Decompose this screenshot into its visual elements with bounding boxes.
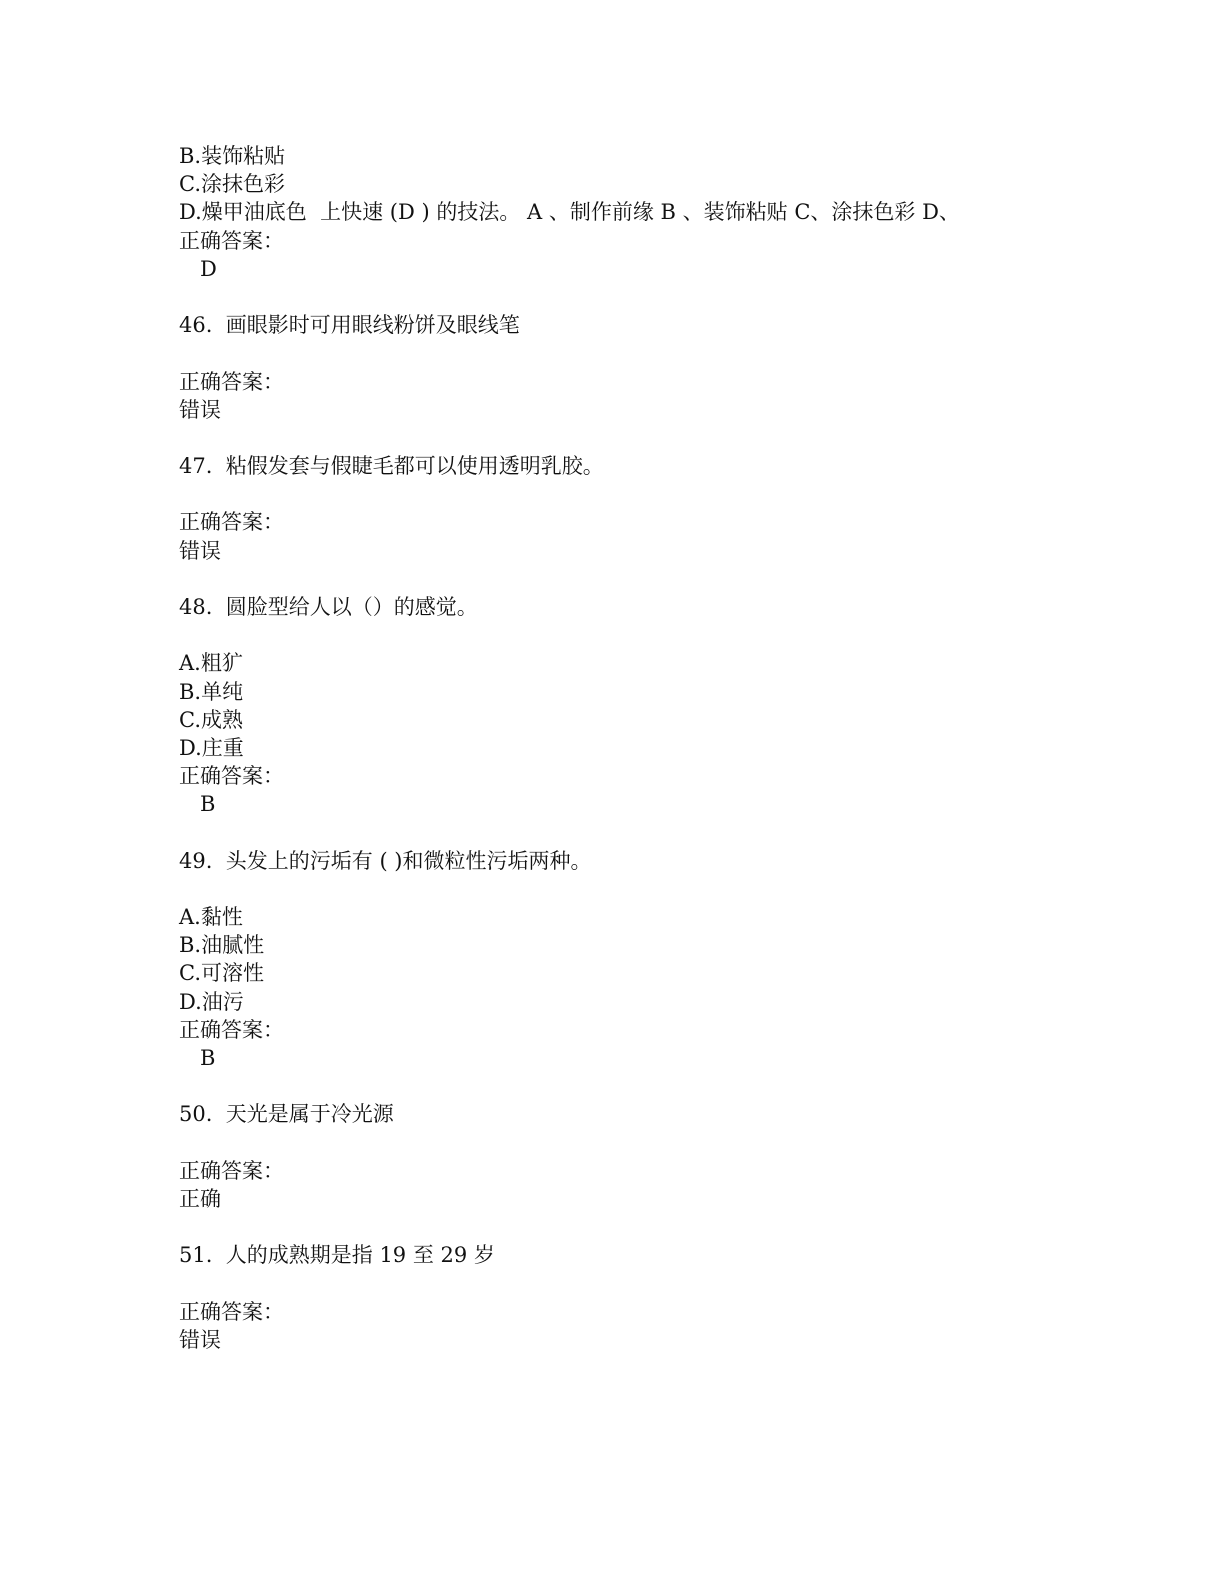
answer-value: D bbox=[200, 256, 217, 281]
option-a: A.粗犷 bbox=[179, 651, 243, 676]
question-text: 画眼影时可用眼线粉饼及眼线笔 bbox=[225, 313, 520, 338]
option-c: C.可溶性 bbox=[179, 961, 264, 986]
question-49 bbox=[179, 847, 1059, 1073]
answer-value: 错误 bbox=[179, 397, 221, 422]
answer-label: 正确答案： bbox=[179, 1017, 284, 1042]
question-stem bbox=[179, 452, 1059, 480]
answer-value: 正确 bbox=[179, 1186, 221, 1211]
question-number: 51. bbox=[179, 1243, 213, 1268]
question-46 bbox=[179, 311, 1059, 424]
answer-value: B bbox=[200, 1046, 216, 1070]
answer-label: 正确答案： bbox=[179, 369, 284, 394]
question-stem bbox=[179, 311, 1059, 339]
question-stem bbox=[179, 1100, 1059, 1128]
question-stem bbox=[179, 847, 1059, 875]
answer-label: 正确答案： bbox=[179, 764, 284, 789]
option-b: B.装饰粘贴 bbox=[179, 144, 286, 168]
question-51 bbox=[179, 1241, 1059, 1354]
option-d: D.庄重 bbox=[179, 735, 244, 760]
question-number: 49. bbox=[179, 848, 213, 873]
option-b: B.油腻性 bbox=[179, 933, 265, 958]
question-48 bbox=[179, 593, 1059, 819]
answer-label: 正确答案： bbox=[179, 228, 284, 253]
question-number: 50. bbox=[179, 1102, 213, 1127]
option-c: C.成熟 bbox=[179, 707, 243, 732]
answer-value: 错误 bbox=[179, 538, 221, 563]
answer-label: 正确答案： bbox=[179, 510, 284, 535]
question-text: 天光是属于冷光源 bbox=[225, 1102, 394, 1127]
answer-label: 正确答案： bbox=[179, 1299, 284, 1324]
question-number: 46. bbox=[179, 313, 213, 338]
option-c: C.涂抹色彩 bbox=[179, 172, 285, 197]
question-text: 人的成熟期是指 19 至 29 岁 bbox=[225, 1243, 495, 1268]
question-stem bbox=[179, 1241, 1059, 1269]
answer-value: 错误 bbox=[179, 1327, 221, 1352]
document-page bbox=[179, 142, 1059, 1354]
question-50 bbox=[179, 1100, 1059, 1213]
option-d: D.燥甲油底色 上快速 (D ) 的技法。 A 、制作前缘 B 、装饰粘贴 C、涂抹色彩 D、 bbox=[179, 200, 960, 225]
answer-value: B bbox=[200, 792, 216, 817]
question-text: 粘假发套与假睫毛都可以使用透明乳胶。 bbox=[225, 454, 604, 479]
question-number: 48. bbox=[179, 595, 213, 619]
question-text: 圆脸型给人以（）的感觉。 bbox=[225, 595, 478, 619]
question-47 bbox=[179, 452, 1059, 565]
question-number: 47. bbox=[179, 454, 213, 479]
question-text: 头发上的污垢有 ( )和微粒性污垢两种。 bbox=[225, 848, 592, 873]
option-b: B.单纯 bbox=[179, 679, 244, 704]
question-45-tail bbox=[179, 142, 1059, 283]
question-stem bbox=[179, 593, 1059, 621]
option-a: A.黏性 bbox=[179, 905, 243, 930]
answer-label: 正确答案： bbox=[179, 1158, 284, 1183]
option-d: D.油污 bbox=[179, 989, 244, 1014]
